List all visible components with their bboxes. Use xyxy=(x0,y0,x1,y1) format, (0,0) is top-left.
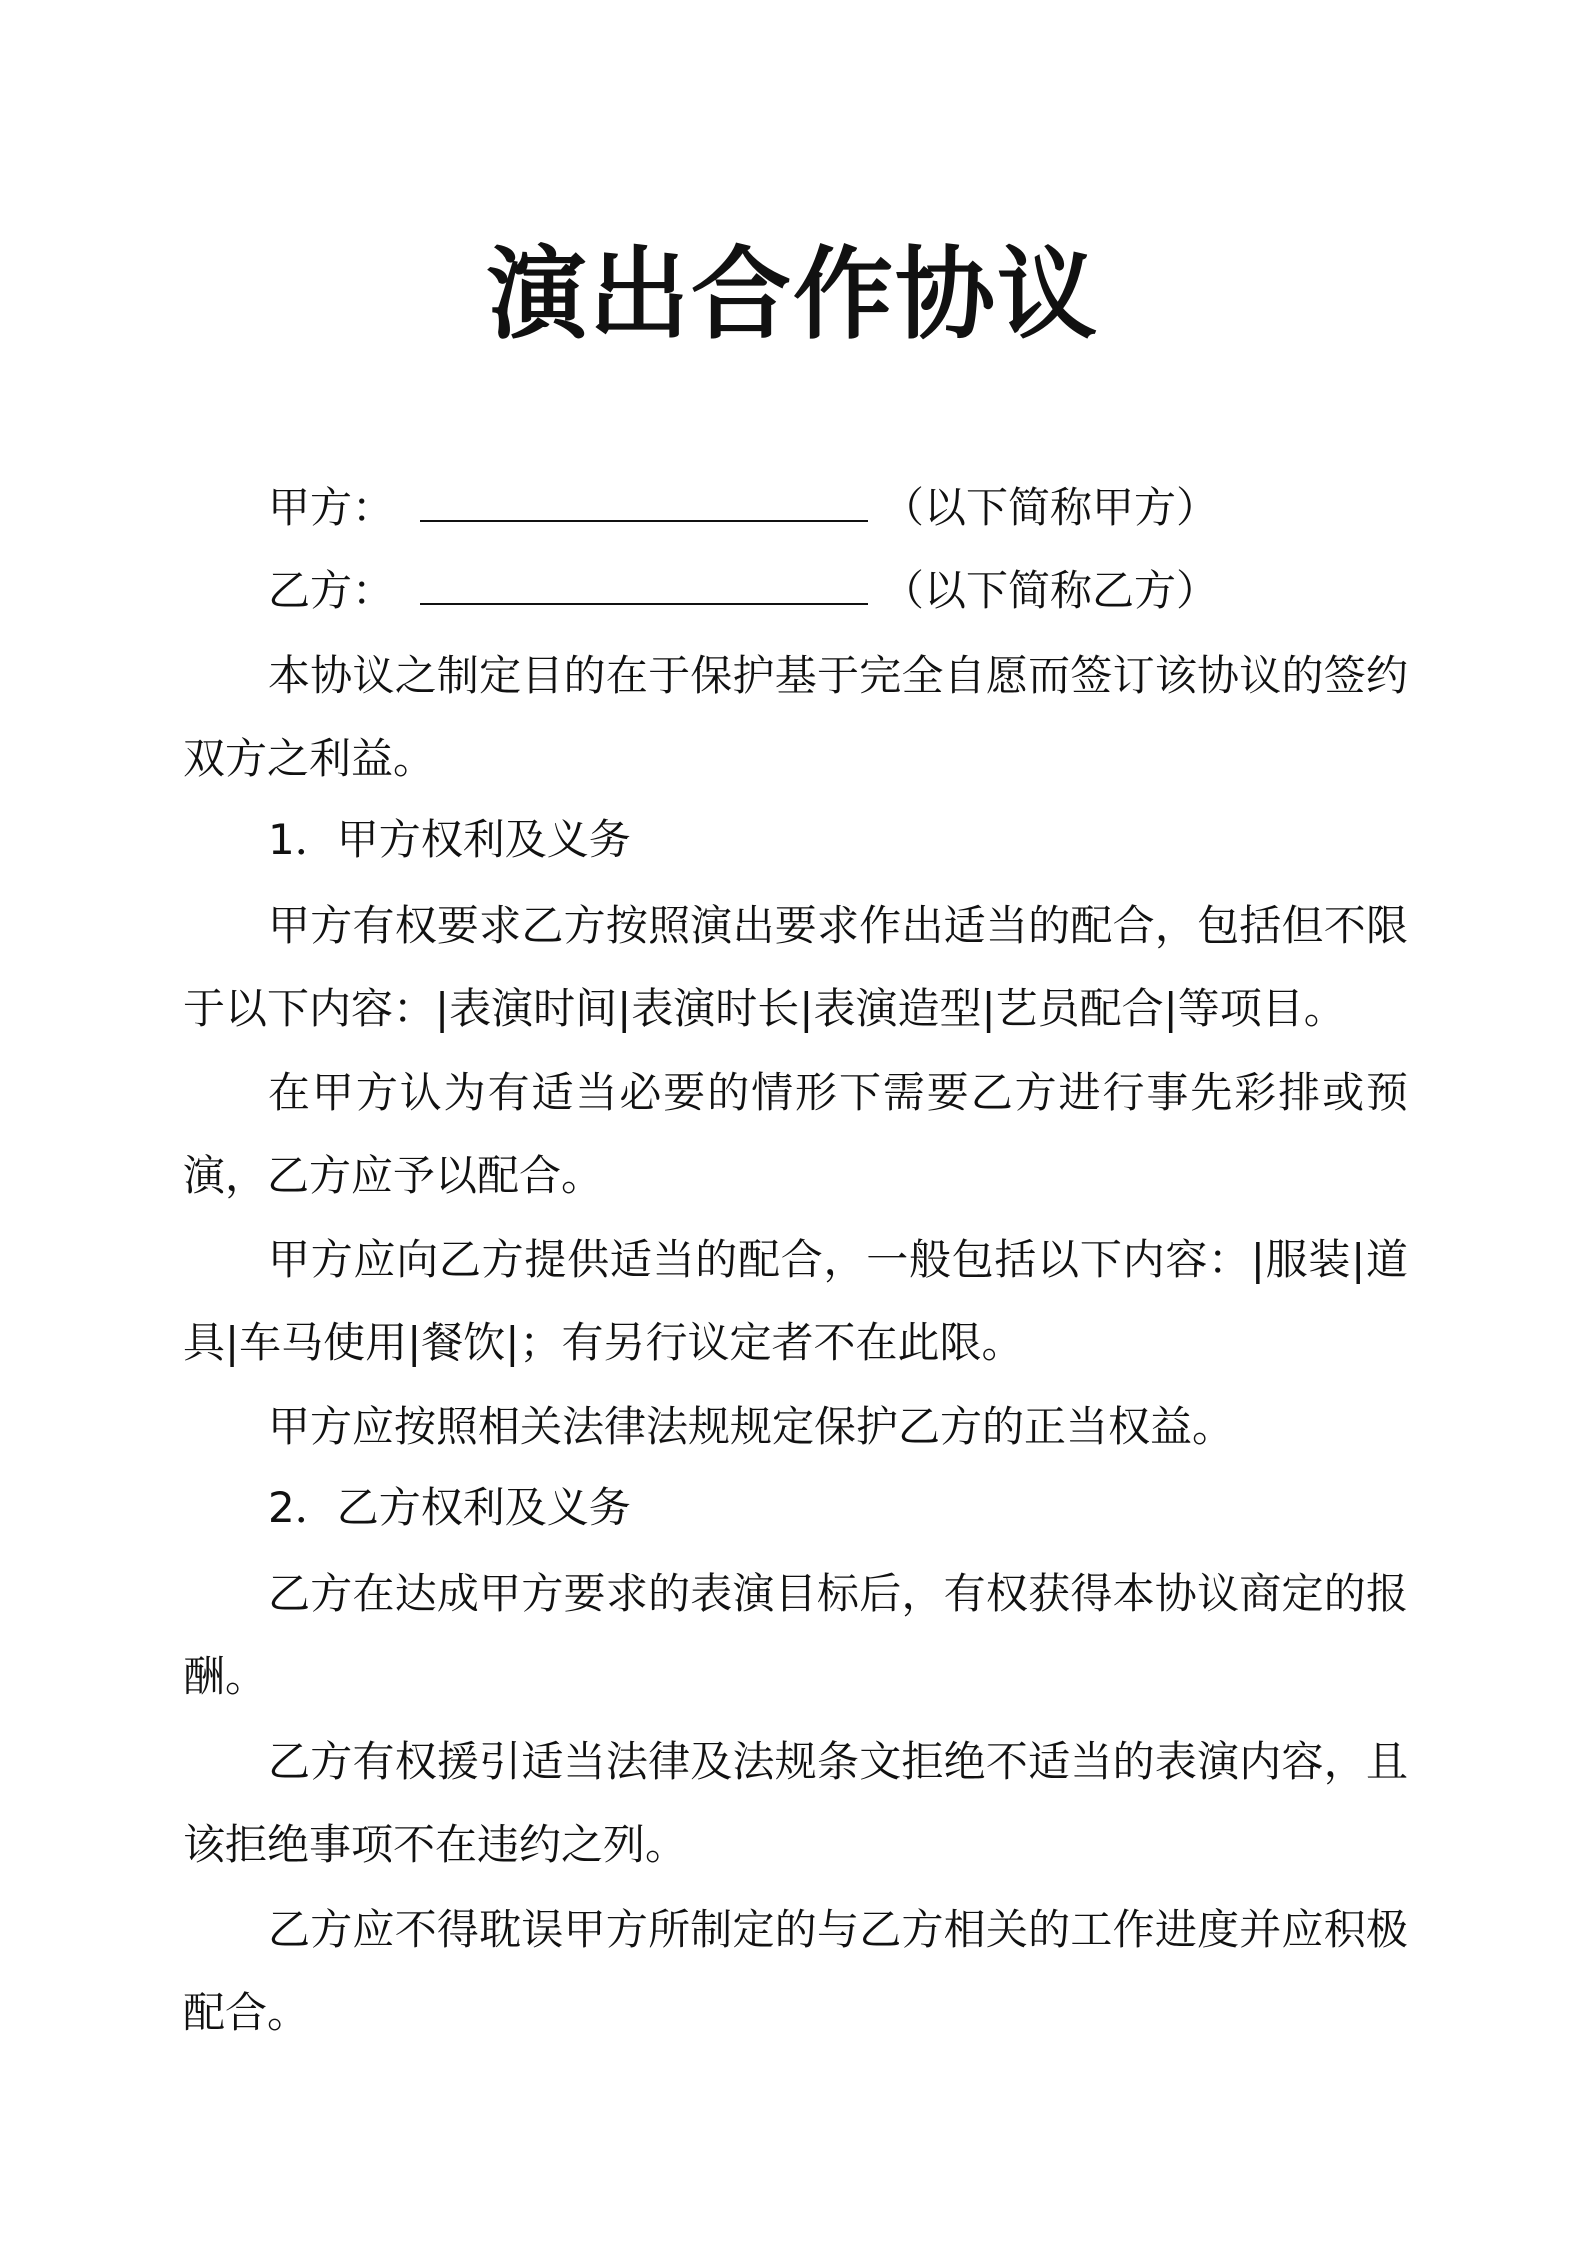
party-b-line xyxy=(268,563,1218,619)
section-2-heading: 2．乙方权利及义务 xyxy=(268,1483,631,1532)
intro-paragraph: 本协议之制定目的在于保护基于完全自愿而签订该协议的签约双方之利益。 xyxy=(183,651,1408,783)
party-a-suffix: （以下简称甲方） xyxy=(882,483,1219,532)
section-1-paragraph-4: 甲方应按照相关法律法规规定保护乙方的正当权益。 xyxy=(268,1402,1235,1451)
document-title: 演出合作协议 xyxy=(487,236,1099,353)
section-2-paragraph-2: 乙方有权援引适当法律及法规条文拒绝不适当的表演内容，且该拒绝事项不在违约之列。 xyxy=(183,1737,1408,1869)
section-1-paragraph-2: 在甲方认为有适当必要的情形下需要乙方进行事先彩排或预演，乙方应予以配合。 xyxy=(183,1068,1408,1200)
section-1-paragraph-1: 甲方有权要求乙方按照演出要求作出适当的配合，包括但不限于以下内容：|表演时间|表演时长|表演造型|艺员配合|等项目。 xyxy=(183,901,1408,1033)
party-b-label: 乙方： xyxy=(268,566,395,615)
section-1-paragraph-3: 甲方应向乙方提供适当的配合，一般包括以下内容：|服装|道具|车马使用|餐饮|；有另行议定者不在此限。 xyxy=(183,1235,1408,1367)
section-1-heading: 1．甲方权利及义务 xyxy=(268,815,631,864)
party-a-line xyxy=(268,480,1218,536)
party-b-blank xyxy=(420,563,868,605)
party-a-label: 甲方： xyxy=(268,483,395,532)
section-2-paragraph-3: 乙方应不得耽误甲方所制定的与乙方相关的工作进度并应积极配合。 xyxy=(183,1905,1408,2037)
party-b-suffix: （以下简称乙方） xyxy=(882,566,1219,615)
section-2-paragraph-1: 乙方在达成甲方要求的表演目标后，有权获得本协议商定的报酬。 xyxy=(183,1569,1408,1701)
party-a-blank xyxy=(420,480,868,522)
